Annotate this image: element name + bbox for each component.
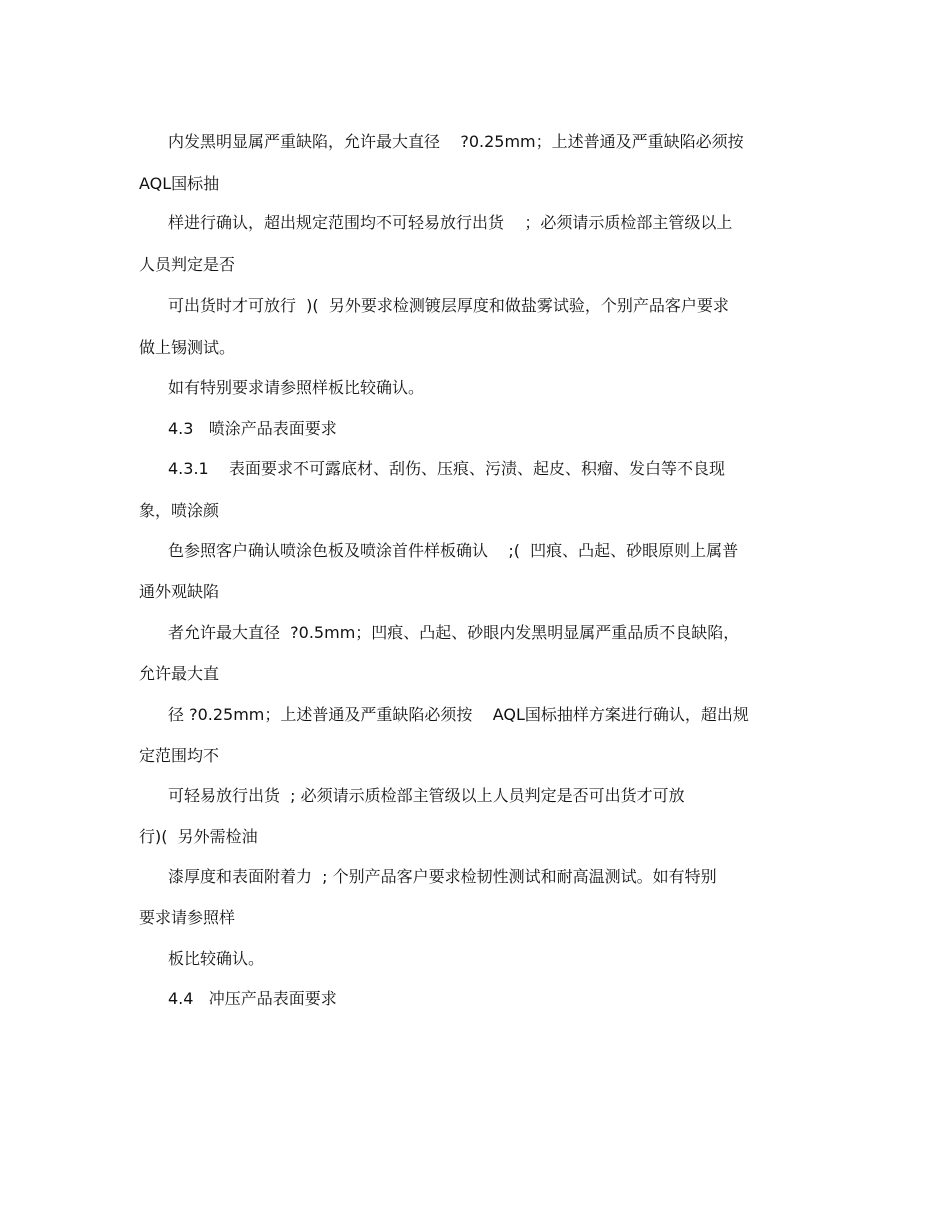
paragraph-line: 板比较确认。 xyxy=(168,949,265,968)
paragraph-line: 象，喷涂颜 xyxy=(139,501,220,520)
paragraph-line: 内发黑明显属严重缺陷，允许最大直径 ?0.25mm；上述普通及严重缺陷必须按 xyxy=(168,132,744,151)
paragraph-line: 径 ?0.25mm；上述普通及严重缺陷必须按 AQL国标抽样方案进行确认，超出规 xyxy=(168,705,749,724)
paragraph-line: 定范围均不 xyxy=(139,746,220,765)
section-heading: 4.3 喷涂产品表面要求 xyxy=(168,419,337,438)
paragraph-line: 要求请参照样 xyxy=(139,908,236,927)
paragraph-line: 可出货时才可放行 )( 另外要求检测镀层厚度和做盐雾试验，个别产品客户要求 xyxy=(168,296,729,315)
paragraph-line: 色参照客户确认喷涂色板及喷涂首件样板确认 ;( 凹痕、凸起、砂眼原则上属普 xyxy=(168,541,739,560)
section-heading: 4.4 冲压产品表面要求 xyxy=(168,989,337,1008)
paragraph-line: 可轻易放行出货 ; 必须请示质检部主管级以上人员判定是否可出货才可放 xyxy=(168,786,685,805)
paragraph-line: 者允许最大直径 ?0.5mm；凹痕、凸起、砂眼内发黑明显属严重品质不良缺陷， xyxy=(168,623,740,642)
paragraph-line: 允许最大直 xyxy=(139,664,220,683)
paragraph-line: AQL国标抽 xyxy=(139,174,220,193)
paragraph-line: 样进行确认，超出规定范围均不可轻易放行出货 ；必须请示质检部主管级以上 xyxy=(168,213,733,232)
paragraph-line: 4.3.1 表面要求不可露底材、刮伤、压痕、污渍、起皮、积瘤、发白等不良现 xyxy=(168,459,726,478)
paragraph-line: 通外观缺陷 xyxy=(139,582,220,601)
paragraph-line: 行)( 另外需检油 xyxy=(139,827,258,846)
paragraph-line: 漆厚度和表面附着力 ; 个别产品客户要求检韧性测试和耐高温测试。如有特别 xyxy=(168,867,717,886)
paragraph-line: 如有特别要求请参照样板比较确认。 xyxy=(168,378,425,397)
paragraph-line: 做上锡测试。 xyxy=(139,338,236,357)
paragraph-line: 人员判定是否 xyxy=(139,255,236,274)
